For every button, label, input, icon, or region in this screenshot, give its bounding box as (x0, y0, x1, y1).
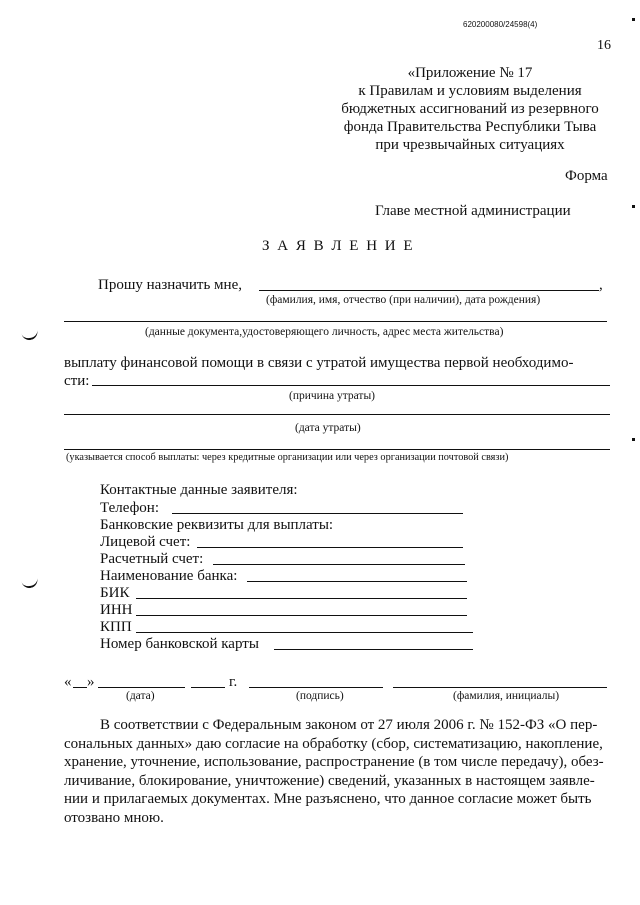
caption-document: (данные документа,удостоверяющего личность, адрес места жительства) (145, 326, 504, 338)
inn-fill-line[interactable] (136, 615, 467, 616)
date-quote-close: » (87, 674, 95, 690)
day-fill-line[interactable] (73, 687, 87, 688)
caption-sign-date: (дата) (126, 690, 155, 702)
consent-line: нии и прилагаемых документах. Мне разъяснено, что данное согласие может быть (64, 791, 592, 807)
consent-line: хранение, уточнение, использование, распространение (в том числе передачу), обез- (64, 754, 604, 770)
appendix-line: бюджетных ассигнований из резервного (341, 101, 599, 117)
bank-name-label: Наименование банка: (100, 568, 238, 584)
card-number-fill-line[interactable] (274, 649, 473, 650)
caption-payment-method: (указывается способ выплаты: через кредитные организации или через организации почтовой связи) (66, 452, 509, 463)
personal-account-label: Лицевой счет: (100, 534, 191, 550)
scan-mark (632, 205, 635, 208)
payment-method-fill-line[interactable] (64, 449, 610, 450)
consent-line: В соответствии с Федеральным законом от 27 июля 2006 г. № 152-ФЗ «О пер- (100, 717, 598, 733)
document-code: 620200080/24598(4) (463, 20, 538, 29)
loss-date-fill-line[interactable] (64, 414, 610, 415)
payment-text-line1: выплату финансовой помощи в связи с утратой имущества первой необходимо- (64, 355, 574, 371)
page-number: 16 (597, 38, 611, 53)
scan-mark (632, 18, 635, 21)
form-label: Форма (565, 168, 608, 184)
addressee: Главе местной администрации (375, 203, 571, 219)
kpp-label: КПП (100, 619, 132, 635)
phone-fill-line[interactable] (172, 513, 463, 514)
request-lead: Прошу назначить мне, (98, 277, 242, 293)
caption-initials: (фамилия, инициалы) (453, 690, 560, 702)
personal-account-fill-line[interactable] (197, 547, 463, 548)
month-fill-line[interactable] (98, 687, 185, 688)
kpp-fill-line[interactable] (136, 632, 473, 633)
scan-mark (21, 328, 39, 341)
payment-text-line2: сти: (64, 373, 90, 389)
reason-fill-line[interactable] (92, 385, 610, 386)
card-number-label: Номер банковской карты (100, 636, 259, 652)
bank-heading: Банковские реквизиты для выплаты: (100, 517, 334, 533)
year-suffix: г. (229, 674, 238, 690)
name-fill-line[interactable] (259, 290, 599, 291)
consent-line: личивание, блокирование, уничтожение) сведений, указанных в настоящем заявле- (64, 772, 595, 789)
appendix-line: при чрезвычайных ситуациях (375, 137, 565, 153)
caption-name-birth: (фамилия, имя, отчество (при наличии), дата рождения) (266, 294, 541, 306)
name-comma: , (599, 277, 603, 293)
document-fill-line[interactable] (64, 321, 607, 322)
bik-label: БИК (100, 585, 130, 601)
appendix-line: фонда Правительства Республики Тыва (343, 119, 597, 135)
appendix-block (330, 64, 610, 154)
settlement-account-fill-line[interactable] (213, 564, 465, 565)
caption-loss-date: (дата утраты) (295, 422, 361, 434)
scan-mark (632, 438, 635, 441)
date-quote-open: « (64, 674, 72, 690)
initials-fill-line[interactable] (393, 687, 607, 688)
caption-reason: (причина утраты) (289, 390, 376, 402)
consent-line: сональных данных» даю согласие на обработку (сбор, систематизацию, накопление, (64, 735, 603, 752)
appendix-line: к Правилам и условиям выделения (358, 83, 582, 99)
phone-label: Телефон: (100, 500, 159, 516)
inn-label: ИНН (100, 602, 133, 618)
contacts-heading: Контактные данные заявителя: (100, 482, 298, 498)
bik-fill-line[interactable] (136, 598, 467, 599)
consent-paragraph (64, 716, 610, 827)
appendix-line: «Приложение № 17 (407, 65, 533, 81)
settlement-account-label: Расчетный счет: (100, 551, 204, 567)
consent-line: отозвано мною. (64, 809, 164, 826)
year-fill-line[interactable] (191, 687, 225, 688)
caption-signature: (подпись) (296, 690, 344, 702)
bank-name-fill-line[interactable] (247, 581, 467, 582)
scan-mark (21, 576, 39, 589)
signature-fill-line[interactable] (249, 687, 383, 688)
document-title: З А Я В Л Е Н И Е (262, 238, 415, 254)
